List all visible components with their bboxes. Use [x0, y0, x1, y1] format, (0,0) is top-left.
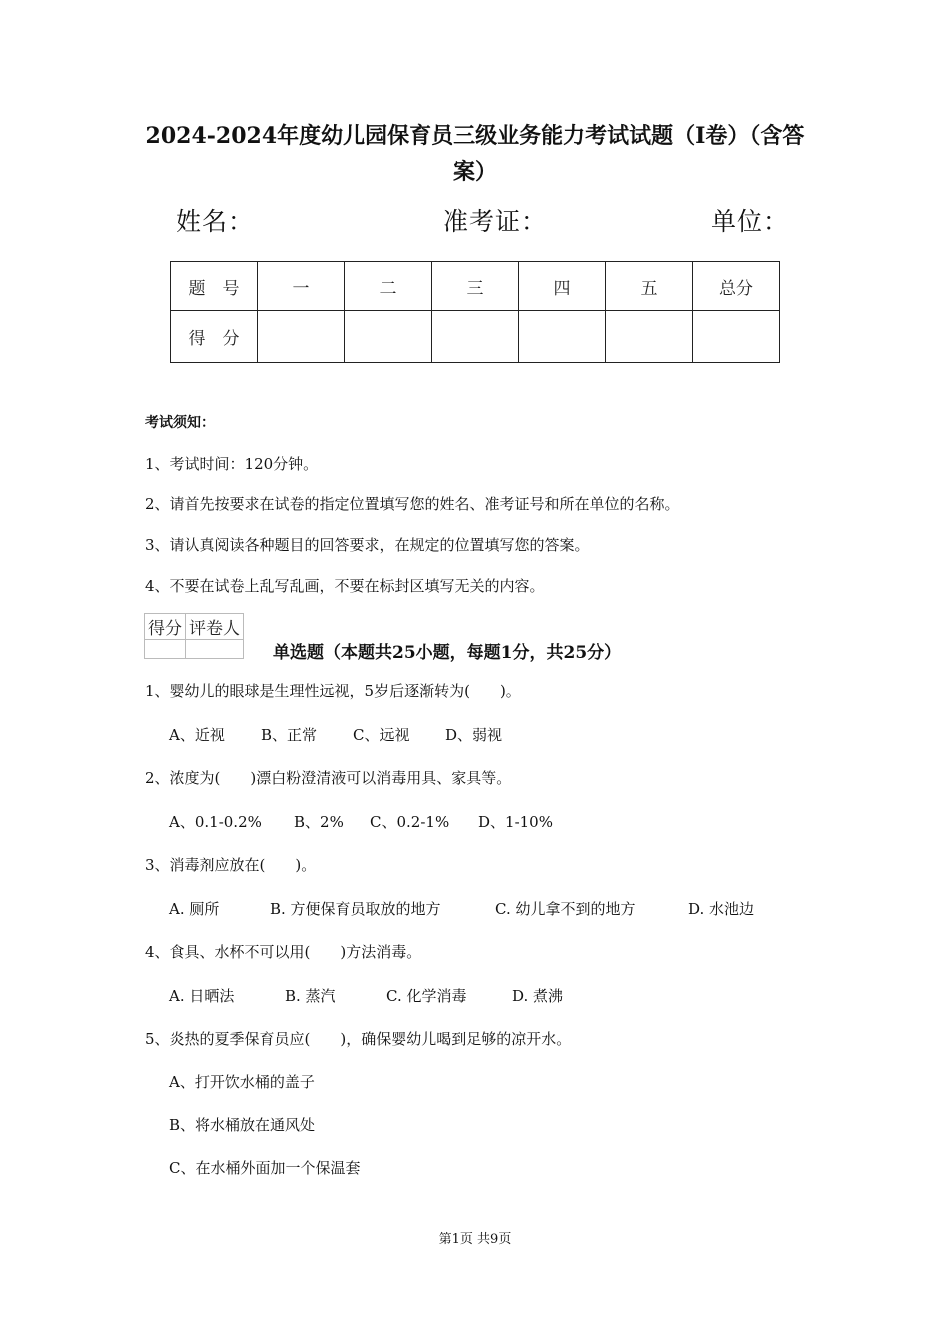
header-cell: 五 [606, 262, 693, 311]
grader-reviewer-label: 评卷人 [186, 614, 244, 640]
option: C、0.2-1% [370, 813, 450, 831]
title-line-2: 案） [452, 159, 497, 185]
option: A、打开饮水桶的盖子 [169, 1073, 315, 1091]
page-footer: 第1页 共9页 [438, 1232, 512, 1247]
title-line-1: 2024-2024年度幼儿园保育员三级业务能力考试试题（I卷）（含答 [145, 123, 805, 149]
option: D. 煮沸 [512, 987, 564, 1005]
option: A. 日晒法 [169, 987, 235, 1005]
score-cell[interactable] [432, 311, 519, 363]
option: C. 化学消毒 [386, 987, 467, 1005]
grader-score-cell[interactable] [145, 640, 186, 659]
grader-input-row [145, 640, 244, 659]
score-table-header-row [171, 262, 780, 311]
notice-item: 1、考试时间：120分钟。 [145, 455, 319, 473]
option: B、正常 [261, 726, 318, 744]
option: C. 幼儿拿不到的地方 [495, 900, 636, 918]
score-cell[interactable] [519, 311, 606, 363]
header-cell: 三 [432, 262, 519, 311]
question-stem: 1、婴幼儿的眼球是生理性远视，5岁后逐渐转为( )。 [145, 682, 521, 700]
grader-header-row [145, 614, 244, 640]
question-stem: 5、炎热的夏季保育员应( )，确保婴幼儿喝到足够的凉开水。 [145, 1030, 572, 1048]
header-cell: 题 号 [171, 262, 258, 311]
grader-score-label: 得分 [145, 614, 186, 640]
question-stem: 2、浓度为( )漂白粉澄清液可以消毒用具、家具等。 [145, 769, 512, 787]
exam-number-label: 准考证： [443, 207, 548, 236]
option: B、2% [294, 813, 344, 831]
option: A、近视 [169, 726, 225, 744]
grader-table [144, 613, 244, 659]
document-title [120, 118, 830, 190]
score-cell[interactable] [258, 311, 345, 363]
header-cell: 二 [345, 262, 432, 311]
option: C、在水桶外面加一个保温套 [169, 1159, 361, 1177]
option: B、将水桶放在通风处 [169, 1116, 316, 1134]
score-cell[interactable] [345, 311, 432, 363]
header-cell: 一 [258, 262, 345, 311]
notice-item: 3、请认真阅读各种题目的回答要求，在规定的位置填写您的答案。 [145, 536, 590, 554]
score-cell[interactable] [693, 311, 780, 363]
name-label: 姓名： [176, 207, 255, 236]
score-row-label: 得 分 [171, 311, 258, 363]
notice-heading: 考试须知： [145, 415, 215, 431]
score-table [170, 261, 780, 363]
option: A. 厕所 [169, 900, 220, 918]
grader-reviewer-cell[interactable] [186, 640, 244, 659]
option: D、1-10% [478, 813, 553, 831]
question-stem: 3、消毒剂应放在( )。 [145, 856, 317, 874]
score-cell[interactable] [606, 311, 693, 363]
option: D、弱视 [445, 726, 503, 744]
option: C、远视 [353, 726, 410, 744]
section-title: 单选题（本题共25小题，每题1分，共25分） [273, 643, 622, 663]
option: B. 蒸汽 [285, 987, 336, 1005]
notice-item: 2、请首先按要求在试卷的指定位置填写您的姓名、准考证号和所在单位的名称。 [145, 495, 680, 513]
option: D. 水池边 [688, 900, 755, 918]
header-cell: 四 [519, 262, 606, 311]
option: A、0.1-0.2% [169, 813, 262, 831]
header-cell: 总分 [693, 262, 780, 311]
notice-item: 4、不要在试卷上乱写乱画，不要在标封区填写无关的内容。 [145, 577, 545, 595]
option: B. 方便保育员取放的地方 [270, 900, 441, 918]
score-table-score-row [171, 311, 780, 363]
question-stem: 4、食具、水杯不可以用( )方法消毒。 [145, 943, 422, 961]
unit-label: 单位： [711, 207, 790, 236]
